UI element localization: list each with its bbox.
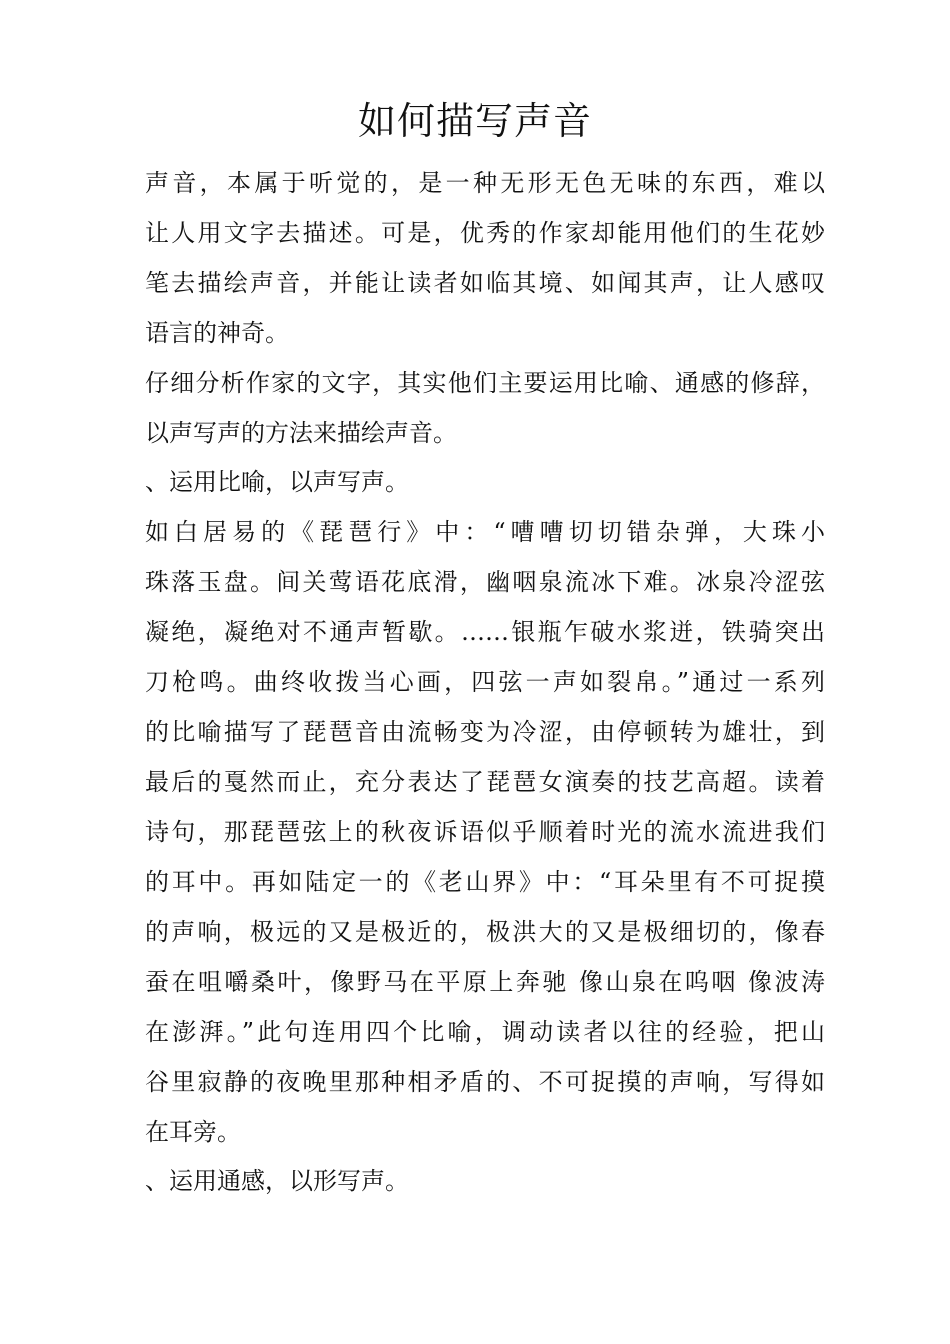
text-line: 珠落玉盘。间关莺语花底滑，幽咽泉流冰下难。冰泉冷涩弦 (145, 568, 825, 596)
text-line: 在澎湃。”此句连用四个比喻，调动读者以往的经验，把山 (145, 1018, 825, 1046)
section-heading: 、运用通感，以形写声。 (145, 1167, 409, 1195)
text-line: 在耳旁。 (145, 1118, 241, 1146)
text-line: 的耳中。再如陆定一的《老山界》中：“耳朵里有不可捉摸 (145, 868, 825, 896)
text-line: 笔去描绘声音，并能让读者如临其境、如闻其声，让人感叹 (145, 269, 825, 297)
text-line: 语言的神奇。 (145, 319, 289, 347)
text-line: 诗句，那琵琶弦上的秋夜诉语似乎顺着时光的流水流进我们 (145, 818, 825, 846)
text-line: 的声响，极远的又是极近的，极洪大的又是极细切的，像春 (145, 918, 825, 946)
text-line: 让人用文字去描述。可是，优秀的作家却能用他们的生花妙 (145, 219, 825, 247)
text-line: 凝绝，凝绝对不通声暂歇。……银瓶乍破水浆迸，铁骑突出 (145, 618, 825, 646)
section-heading: 、运用比喻，以声写声。 (145, 468, 409, 496)
text-line: 声音，本属于听觉的，是一种无形无色无味的东西，难以 (145, 169, 825, 197)
text-line: 蚕在咀嚼桑叶，像野马在平原上奔驰 像山泉在呜咽 像波涛 (145, 968, 825, 996)
page-title: 如何描写声音 (357, 99, 592, 143)
text-line: 仔细分析作家的文字，其实他们主要运用比喻、通感的修辞， (145, 369, 825, 397)
text-line: 刀枪鸣。曲终收拨当心画，四弦一声如裂帛。”通过一系列 (145, 668, 825, 696)
text-line: 最后的戛然而止，充分表达了琵琶女演奏的技艺高超。读着 (145, 768, 825, 796)
text-line: 如白居易的《琵琶行》中：“嘈嘈切切错杂弹，大珠小 (145, 518, 825, 546)
text-line: 以声写声的方法来描绘声音。 (145, 419, 457, 447)
text-line: 谷里寂静的夜晚里那种相矛盾的、不可捉摸的声响，写得如 (145, 1068, 825, 1096)
text-line: 的比喻描写了琵琶音由流畅变为冷涩，由停顿转为雄壮，到 (145, 718, 825, 746)
